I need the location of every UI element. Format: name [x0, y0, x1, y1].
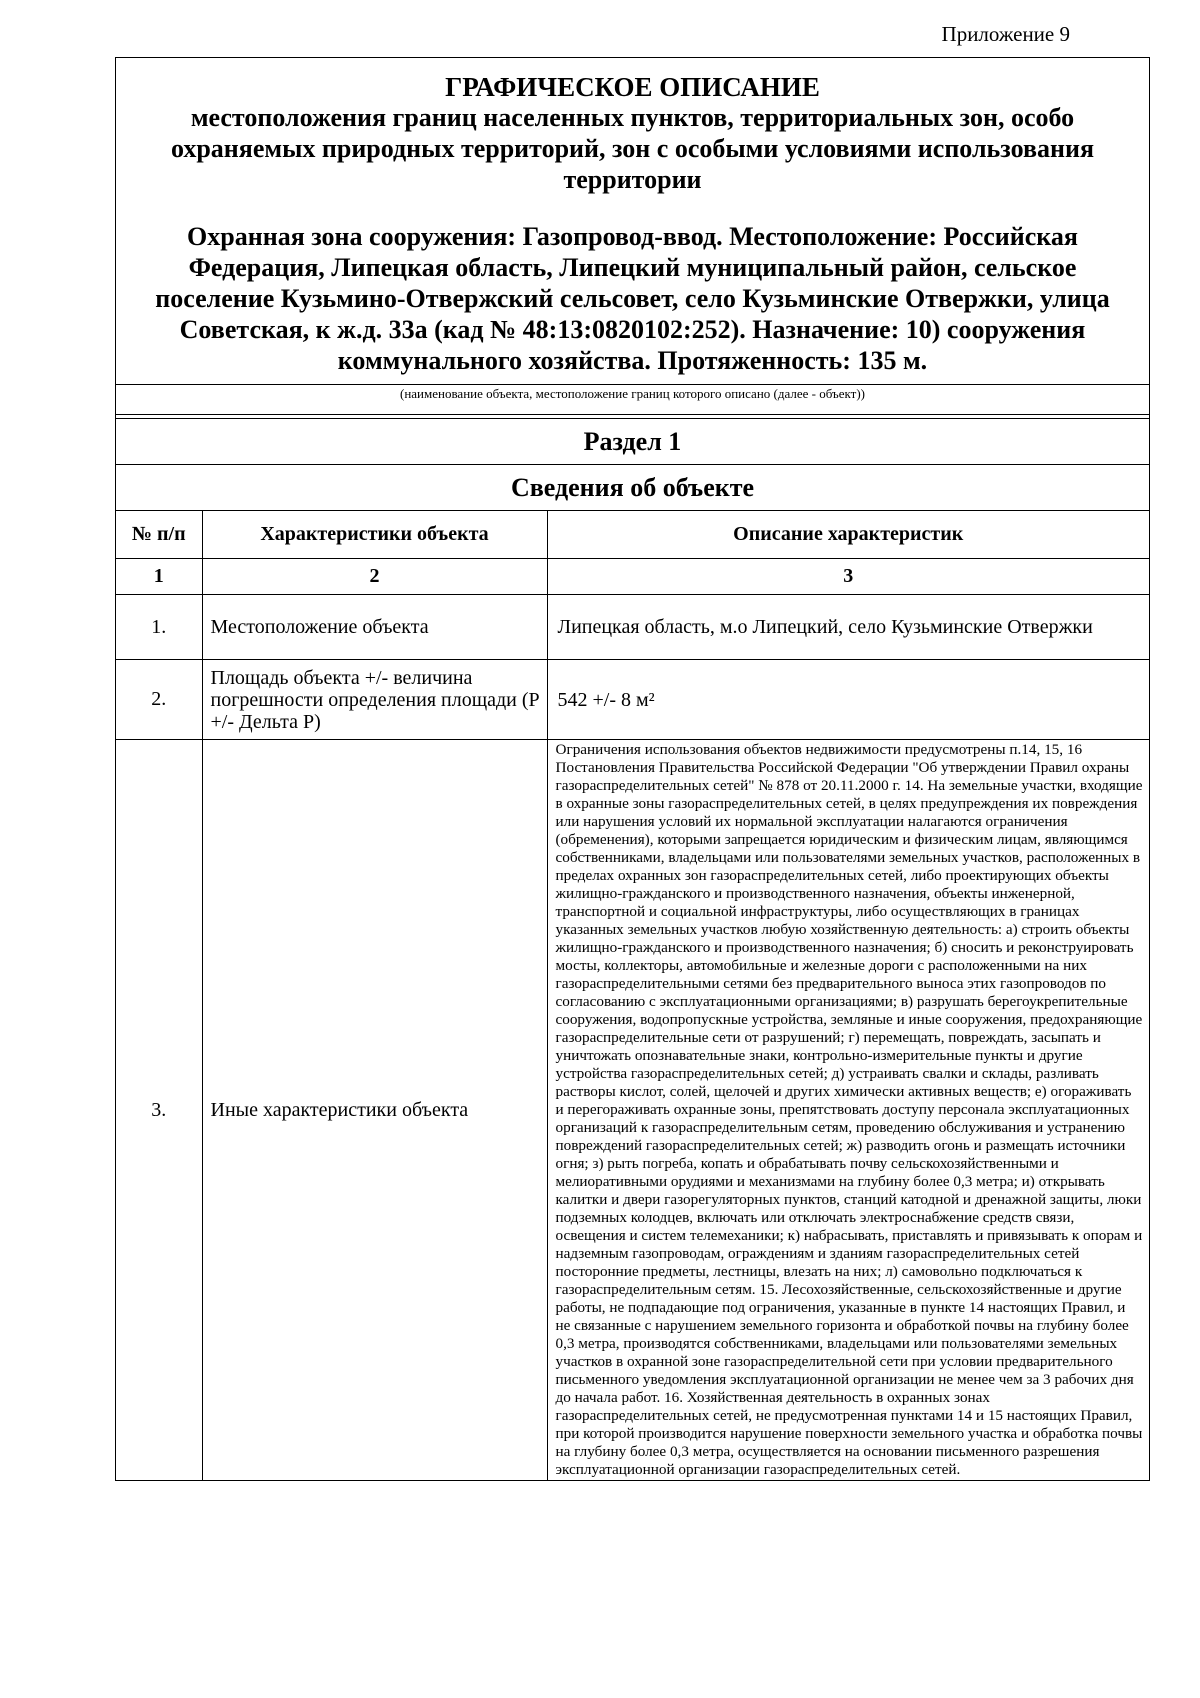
table-row	[116, 740, 1149, 1481]
header-characteristic: Характеристики объекта	[202, 511, 547, 559]
row-num: 2.	[116, 660, 202, 740]
document-title: ГРАФИЧЕСКОЕ ОПИСАНИЕ	[445, 72, 820, 102]
object-info-table	[116, 510, 1149, 1480]
table-row	[116, 660, 1149, 740]
document-subtitle: местоположения границ населенных пунктов, территориальных зон, особо охраняемых природных территорий, зон с особыми условиями использования территории	[170, 103, 1095, 194]
column-number-row	[116, 559, 1149, 595]
object-name: Охранная зона сооружения: Газопровод-ввод. Местоположение: Российская Федерация, Липецкая область, Липецкий муниципальный район, сельское поселение Кузьмино-Отвержский сельсовет, село Кузьминские Отвержки, улица Советская, к ж.д. 33а (кад № 48:13:0820102:252). Назначение: 10) сооружения коммунального хозяйства. Протяженность: 135 м.	[155, 222, 1110, 375]
row-description: Ограничения использования объектов недвижимости предусмотрены п.14, 15, 16 Постановления Правительства Российской Федерации "Об утверждении Правил охраны газораспределительных сетей" № 878 от 20.11.2000 г. 14. На земельные участки, входящие в охранные зоны газораспределительных сетей, в целях предупреждения их повреждения или нарушения условий их нормальной эксплуатации налагаются ограничения (обременения), которыми запрещается юридическим и физическим лицам, являющимся собственниками, владельцами или пользователями земельных участков, расположенных в пределах охранных зон газораспределительных сетей, либо проектирующих объекты жилищно-гражданского и производственного назначения, объекты инженерной, транспортной и социальной инфраструктуры, либо осуществляющих в границах указанных земельных участков любую хозяйственную деятельность: а) строить объекты жилищно-гражданского и производственного назначения; б) сносить и реконструировать мосты, коллекторы, автомобильные и железные дороги с расположенными на них газораспределительными сетями без предварительного выноса этих газопроводов по согласованию с эксплуатационными организациями; в) разрушать берегоукрепительные сооружения, водопропускные устройства, земляные и иные сооружения, предохраняющие газораспределительные сети от разрушений; г) перемещать, повреждать, засыпать и уничтожать опознавательные знаки, контрольно-измерительные пункты и другие устройства газораспределительных сетей; д) устраивать свалки и склады, разливать растворы кислот, солей, щелочей и других химически активных веществ; е) огораживать и перегораживать охранные зоны, препятствовать доступу персонала эксплуатационных организаций к газораспределительным сетям, проведению обслуживания и устранению повреждений газораспределительных сетей; ж) разводить огонь и размещать источники огня; з) рыть погреба, копать и обрабатывать почву сельскохозяйственными и мелиоративными орудиями и механизмами на глубину более 0,3 метра; и) открывать калитки и двери газорегуляторных пунктов, станций катодной и дренажной защиты, люки подземных колодцев, включать или отключать электроснабжение средств связи, освещения и систем телемеханики; к) набрасывать, приставлять и привязывать к опорам и надземным газопроводам, ограждениям и зданиям газораспределительных сетей посторонние предметы, лестницы, влезать на них; л) самовольно подключаться к газораспределительным сетям. 15. Лесохозяйственные, сельскохозяйственные и другие работы, не подпадающие под ограничения, указанные в пункте 14 настоящих Правил, и не связанные с нарушением земельного горизонта и обработкой почвы на глубину более 0,3 метра, производятся собственниками, владельцами или пользователями земельных участков в охранной зоне газораспределительной сети при условии предварительного письменного уведомления эксплуатационной организации не менее чем за 3 рабочих дня до начала работ. 16. Хозяйственная деятельность в охранных зонах газораспределительных сетей, не предусмотренная пунктами 14 и 15 настоящих Правил, при которой производится нарушение поверхности земельного участка и обработка почвы на глубину более 0,3 метра, осуществляется на основании письменного разрешения эксплуатационной организации газораспределительных сетей.	[547, 740, 1149, 1481]
object-caption: (наименование объекта, местоположение границ которого описано (далее - объект))	[116, 384, 1149, 414]
column-number: 3	[547, 559, 1149, 595]
row-description: Липецкая область, м.о Липецкий, село Кузьминские Отвержки	[547, 595, 1149, 660]
row-characteristic: Площадь объекта +/- величина погрешности определения площади (Р +/- Дельта Р)	[202, 660, 547, 740]
column-number: 1	[116, 559, 202, 595]
row-num: 1.	[116, 595, 202, 660]
row-characteristic: Иные характеристики объекта	[202, 740, 547, 1481]
row-num: 3.	[116, 740, 202, 1481]
table-row	[116, 595, 1149, 660]
table-header-row	[116, 511, 1149, 559]
header-description: Описание характеристик	[547, 511, 1149, 559]
appendix-label: Приложение 9	[941, 22, 1070, 46]
section-number: Раздел 1	[116, 418, 1149, 464]
header-num: № п/п	[116, 511, 202, 559]
document-header	[116, 58, 1149, 384]
row-description: 542 +/- 8 м²	[547, 660, 1149, 740]
document-frame	[115, 57, 1150, 1481]
column-number: 2	[202, 559, 547, 595]
row-characteristic: Местоположение объекта	[202, 595, 547, 660]
section-title: Сведения об объекте	[116, 464, 1149, 510]
